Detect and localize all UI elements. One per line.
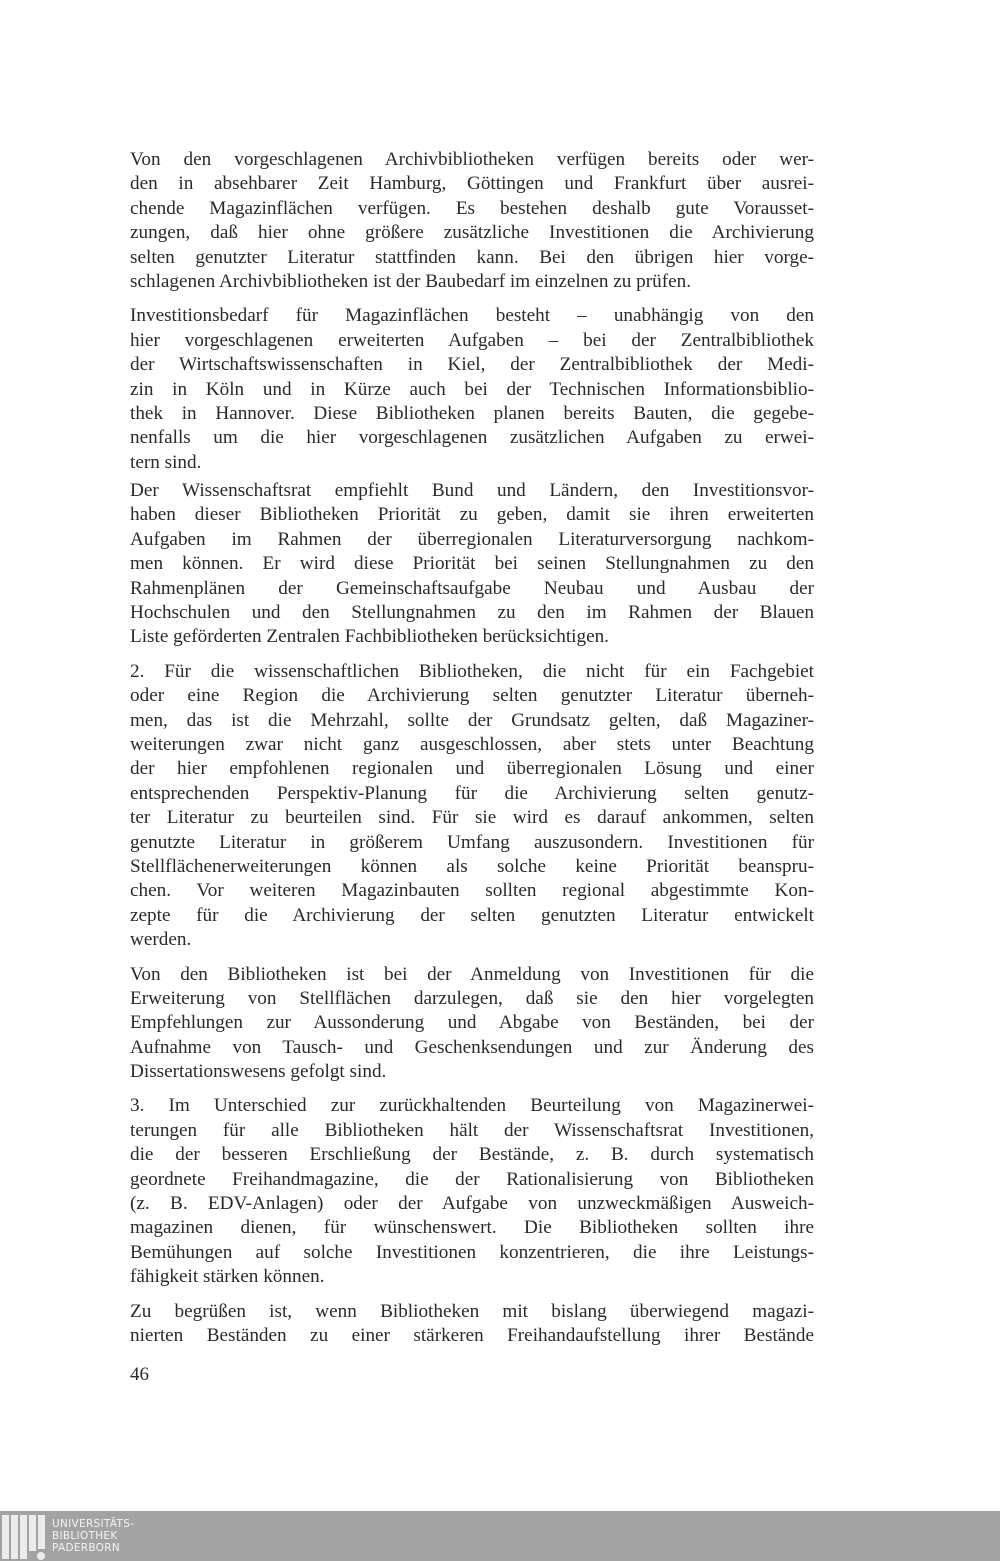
text-line: die der besseren Erschließung der Bestände, z. B. durch systematisch <box>130 1144 814 1166</box>
text-line: der Wirtschaftswissenschaften in Kiel, der Zentralbibliothek der Medi- <box>130 354 814 376</box>
text-line: zin in Köln und in Kürze auch bei der Technischen Informationsbiblio- <box>130 378 814 400</box>
library-footer-banner <box>0 1511 1000 1561</box>
text-line: 3. Im Unterschied zur zurückhaltenden Beurteilung von Magazinerwei- <box>130 1095 814 1117</box>
text-line: ter Literatur zu beurteilen sind. Für sie wird es darauf ankommen, selten <box>130 807 814 829</box>
text-line: Rahmenplänen der Gemeinschaftsaufgabe Neubau und Ausbau der <box>130 577 814 599</box>
text-line: thek in Hannover. Diese Bibliotheken planen bereits Bauten, die gegebe- <box>130 402 814 424</box>
body-text <box>130 148 814 1358</box>
text-line: chende Magazinflächen verfügen. Es bestehen deshalb gute Vorausset- <box>130 197 814 219</box>
page-number: 46 <box>130 1364 149 1385</box>
text-line: Aufgaben im Rahmen der überregionalen Literaturversorgung nachkom- <box>130 528 814 550</box>
paragraph <box>130 148 814 294</box>
text-line: tern sind. <box>130 451 202 473</box>
text-line: Erweiterung von Stellflächen darzulegen, daß sie den hier vorgelegten <box>130 987 814 1009</box>
text-line: Empfehlungen zur Aussonderung und Abgabe von Beständen, bei der <box>130 1012 814 1034</box>
text-line: Hochschulen und den Stellungnahmen zu den im Rahmen der Blauen <box>130 602 814 624</box>
paragraph <box>130 1094 814 1289</box>
text-line: weiterungen zwar nicht ganz ausgeschlossen, aber stets unter Beachtung <box>130 733 814 755</box>
logo-line: BIBLIOTHEK <box>52 1530 118 1542</box>
text-line: men können. Er wird diese Priorität bei seinen Stellungnahmen zu den <box>130 553 814 575</box>
text-line: den in absehbarer Zeit Hamburg, Göttingen und Frankfurt über ausrei- <box>130 173 814 195</box>
text-line: fähigkeit stärken können. <box>130 1266 325 1288</box>
text-line: men, das ist die Mehrzahl, sollte der Grundsatz gelten, daß Magaziner- <box>130 709 814 731</box>
text-line: schlagenen Archivbibliotheken ist der Baubedarf im einzelnen zu prüfen. <box>130 270 692 292</box>
paragraph <box>130 963 814 1085</box>
text-line: Stellflächenerweiterungen können als solche keine Priorität beanspru- <box>130 855 814 877</box>
text-line: Von den Bibliotheken ist bei der Anmeldung von Investitionen für die <box>130 963 814 985</box>
logo-line: UNIVERSITÄTS- <box>52 1518 135 1530</box>
text-line: nierten Beständen zu einer stärkeren Freihandaufstellung ihrer Bestände <box>130 1324 814 1346</box>
text-line: Liste geförderten Zentralen Fachbibliotheken berücksichtigen. <box>130 626 609 648</box>
paragraph <box>130 660 814 953</box>
text-line: (z. B. EDV-Anlagen) oder der Aufgabe von unzweckmäßigen Ausweich- <box>130 1193 814 1215</box>
text-line: genutzte Literatur in größerem Umfang auszusondern. Investitionen für <box>130 831 814 853</box>
text-line: entsprechenden Perspektiv-Planung für die Archivierung selten genutz- <box>130 782 814 804</box>
text-line: haben dieser Bibliotheken Priorität zu geben, damit sie ihren erweiterten <box>130 504 814 526</box>
text-line: magazinen dienen, für wünschenswert. Die Bibliotheken sollten ihre <box>130 1217 814 1239</box>
text-line: geordnete Freihandmagazine, die der Rationalisierung von Bibliotheken <box>130 1168 814 1190</box>
text-line: 2. Für die wissenschaftlichen Bibliotheken, die nicht für ein Fachgebiet <box>130 660 814 682</box>
text-line: Aufnahme von Tausch- und Geschenksendungen und zur Änderung des <box>130 1036 814 1058</box>
paragraph <box>130 304 814 475</box>
library-logo-text <box>52 1518 134 1554</box>
text-line: Dissertationswesens gefolgt sind. <box>130 1061 387 1083</box>
text-line: terungen für alle Bibliotheken hält der Wissenschaftsrat Investitionen, <box>130 1119 814 1141</box>
text-line: werden. <box>130 929 192 951</box>
text-line: oder eine Region die Archivierung selten genutzter Literatur überneh- <box>130 685 814 707</box>
text-line: zepte für die Archivierung der selten genutzten Literatur entwickelt <box>130 904 814 926</box>
text-line: zungen, daß hier ohne größere zusätzliche Investitionen die Archivierung <box>130 222 814 244</box>
text-line: Von den vorgeschlagenen Archivbibliotheken verfügen bereits oder wer- <box>130 149 814 170</box>
text-line: Bemühungen auf solche Investitionen konzentrieren, die ihre Leistungs- <box>130 1241 814 1263</box>
paragraph <box>130 1300 814 1349</box>
text-line: selten genutzter Literatur stattfinden kann. Bei den übrigen hier vorge- <box>130 246 814 268</box>
text-line: der hier empfohlenen regionalen und überregionalen Lösung und einer <box>130 758 814 780</box>
text-line: nenfalls um die hier vorgeschlagenen zusätzlichen Aufgaben zu erwei- <box>130 427 814 449</box>
text-line: Investitionsbedarf für Magazinflächen besteht – unabhängig von den <box>130 305 814 327</box>
text-line: chen. Vor weiteren Magazinbauten sollten regional abgestimmte Kon- <box>130 880 814 902</box>
logo-line: PADERBORN <box>52 1542 120 1554</box>
text-line: hier vorgeschlagenen erweiterten Aufgaben – bei der Zentralbibliothek <box>130 329 814 351</box>
text-line: Der Wissenschaftsrat empfiehlt Bund und Ländern, den Investitionsvor- <box>130 480 814 502</box>
text-line: Zu begrüßen ist, wenn Bibliotheken mit bislang überwiegend magazi- <box>130 1300 814 1322</box>
paragraph <box>130 479 814 650</box>
